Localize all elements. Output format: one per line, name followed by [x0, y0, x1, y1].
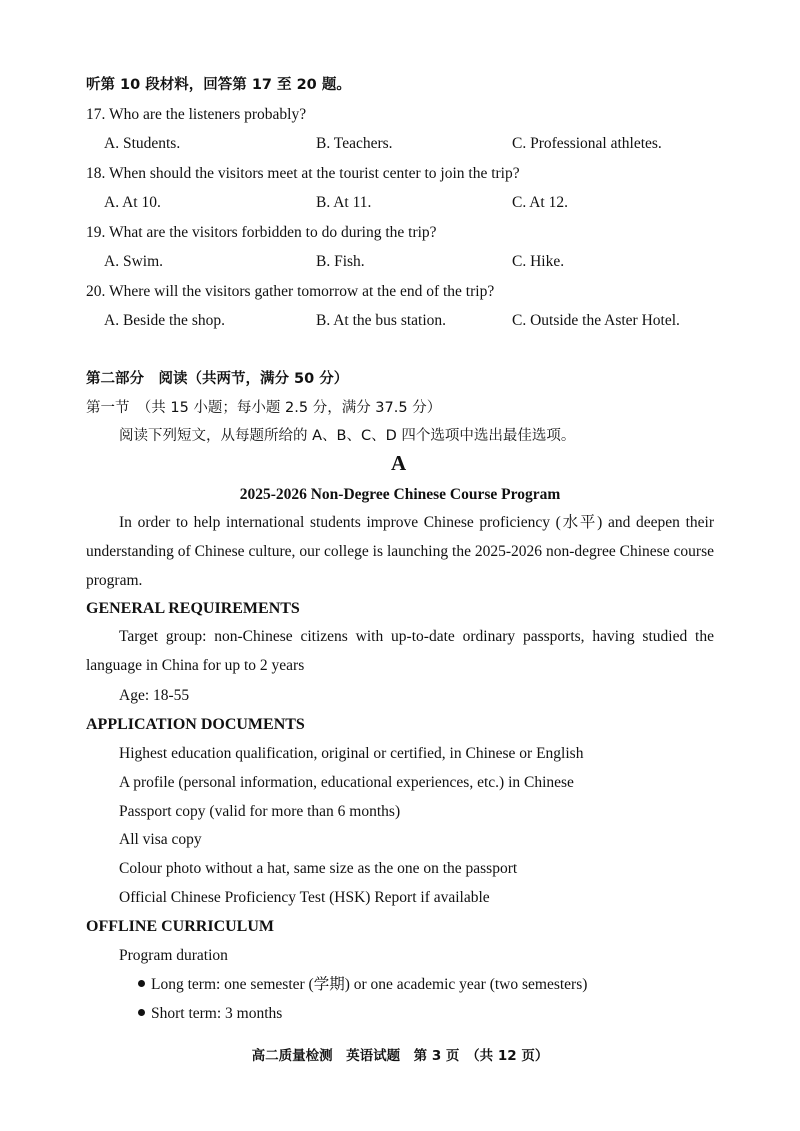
q19-option-c: C. Hike. — [512, 253, 565, 270]
passage-intro: In order to help international students improve Chinese proficiency (水平) and deepen their understanding of Chinese culture, our college is launching the 2025-2026 non-degree Chinese course program. — [86, 514, 714, 589]
bullet-dot-icon — [138, 980, 145, 987]
q17-option-a: A. Students. — [104, 135, 181, 152]
program-duration-label: Program duration — [119, 947, 228, 964]
q20-option-a: A. Beside the shop. — [104, 312, 225, 329]
listening-instruction: 听第 10 段材料，回答第 17 至 20 题。 — [86, 77, 351, 93]
application-documents-heading: APPLICATION DOCUMENTS — [86, 716, 305, 733]
q18-option-a: A. At 10. — [104, 194, 161, 211]
question-18: 18. When should the visitors meet at the tourist center to join the trip? — [86, 165, 520, 182]
q17-option-c: C. Professional athletes. — [512, 135, 662, 152]
reading-section-title: 第一节 （共 15 小题；每小题 2.5 分，满分 37.5 分） — [86, 400, 442, 416]
reading-part-title: 第二部分 阅读（共两节，满分 50 分） — [86, 371, 349, 387]
document-item: Colour photo without a hat, same size as the one on the passport — [119, 860, 518, 877]
q19-option-b: B. Fish. — [316, 253, 365, 270]
question-19: 19. What are the visitors forbidden to do during the trip? — [86, 224, 437, 241]
reading-directions: 阅读下列短文，从每题所给的 A、B、C、D 四个选项中选出最佳选项。 — [119, 428, 576, 444]
q19-option-a: A. Swim. — [104, 253, 163, 270]
q18-option-b: B. At 11. — [316, 194, 372, 211]
bullet-text: Short term: 3 months — [151, 1005, 283, 1022]
document-item: Official Chinese Proficiency Test (HSK) Report if available — [119, 889, 490, 906]
general-requirements-heading: GENERAL REQUIREMENTS — [86, 600, 300, 617]
q20-option-b: B. At the bus station. — [316, 312, 447, 329]
page-footer: 高二质量检测 英语试题 第 3 页 （共 12 页） — [251, 1048, 549, 1064]
passage-title: 2025-2026 Non-Degree Chinese Course Program — [239, 486, 561, 503]
target-group: Target group: non-Chinese citizens with up-to-date ordinary passports, having studied the language in China for up to 2 years — [86, 628, 714, 674]
document-item: Highest education qualification, original or certified, in Chinese or English — [119, 745, 584, 762]
question-20: 20. Where will the visitors gather tomorrow at the end of the trip? — [86, 283, 495, 300]
q20-option-c: C. Outside the Aster Hotel. — [512, 312, 680, 329]
offline-curriculum-heading: OFFLINE CURRICULUM — [86, 918, 274, 935]
bullet-text: Long term: one semester (学期) or one academic year (two semesters) — [151, 976, 588, 993]
q18-option-c: C. At 12. — [512, 194, 568, 211]
duration-bullet-long — [138, 975, 587, 995]
document-item: All visa copy — [119, 831, 202, 848]
passage-letter: A — [391, 451, 407, 475]
duration-bullet-short — [138, 1004, 282, 1024]
age-requirement: Age: 18-55 — [119, 687, 190, 704]
bullet-dot-icon — [138, 1009, 145, 1016]
document-item: Passport copy (valid for more than 6 months) — [119, 803, 401, 820]
question-17: 17. Who are the listeners probably? — [86, 106, 307, 123]
document-item: A profile (personal information, educational experiences, etc.) in Chinese — [119, 774, 574, 791]
q17-option-b: B. Teachers. — [316, 135, 393, 152]
